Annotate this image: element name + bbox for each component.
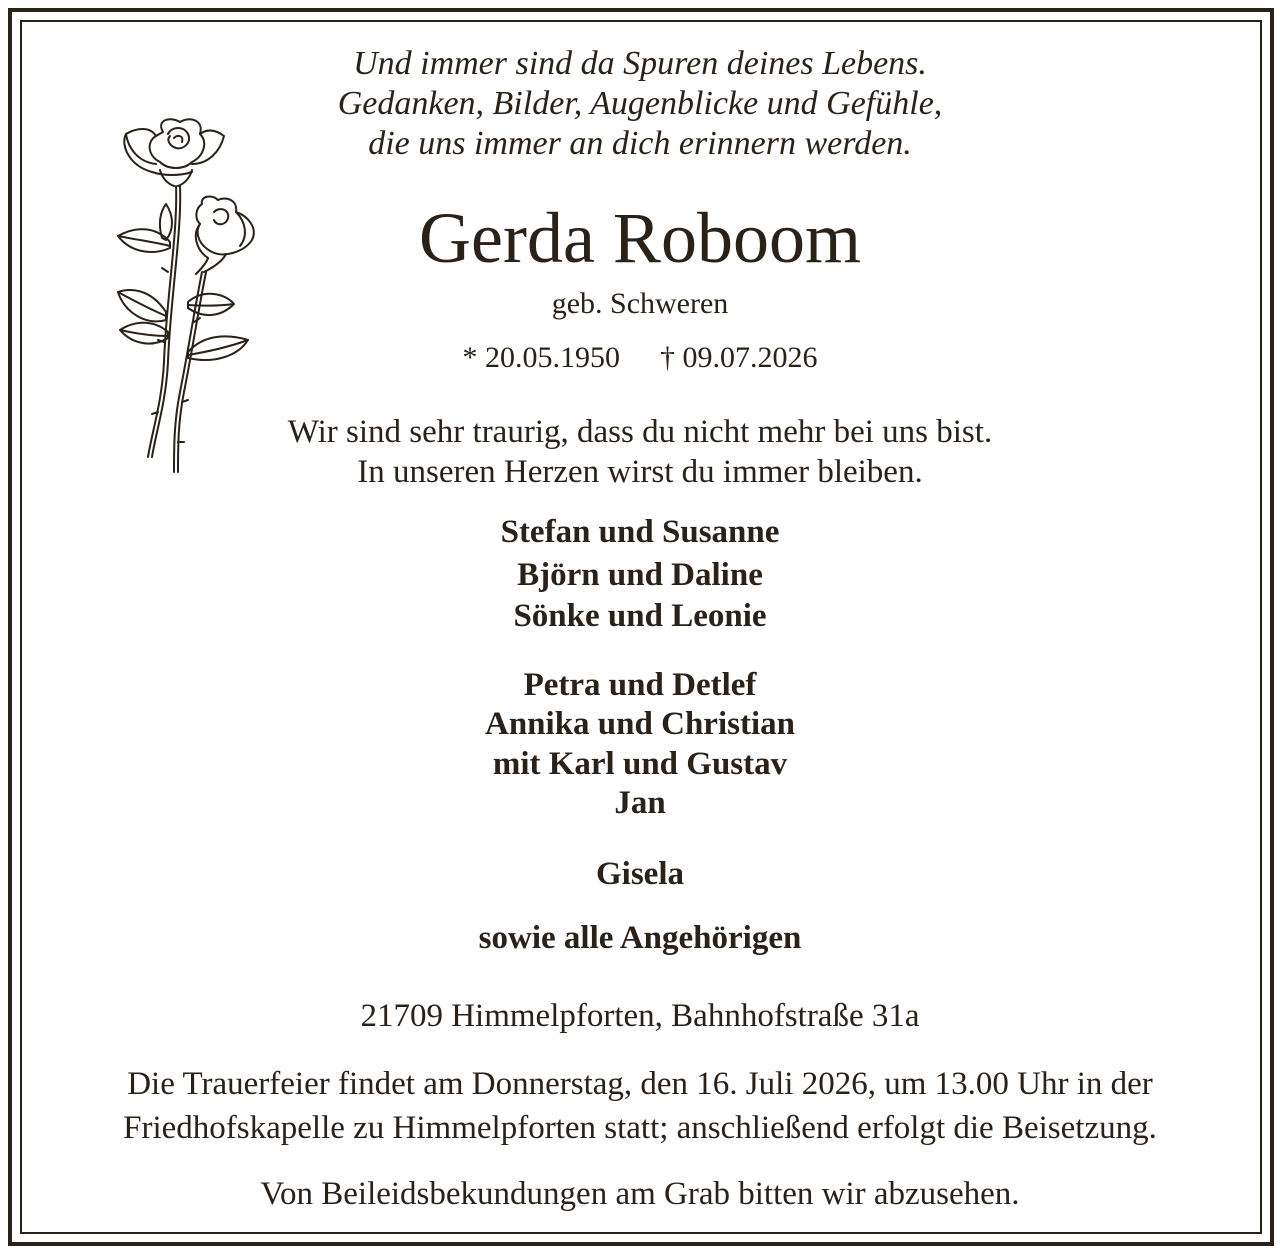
mourner-line: Björn und Daline bbox=[517, 557, 763, 593]
message-line-2: In unseren Herzen wirst du immer bleiben. bbox=[357, 454, 923, 490]
closing-note: Von Beileidsbekundungen am Grab bitten wir abzusehen. bbox=[260, 1176, 1020, 1212]
life-dates bbox=[0, 340, 1280, 376]
message-line-1: Wir sind sehr traurig, dass du nicht mehr bei uns bist. bbox=[287, 414, 993, 450]
service-line-1: Die Trauerfeier findet am Donnerstag, den 16. Juli 2026, um 13.00 Uhr in der bbox=[127, 1066, 1153, 1102]
motto-line-3: die uns immer an dich erinnern werden. bbox=[368, 125, 912, 162]
mourner-line: Sönke und Leonie bbox=[513, 598, 767, 634]
deceased-name: Gerda Roboom bbox=[419, 198, 861, 278]
mourner-line: Gisela bbox=[596, 856, 684, 892]
mourner-line: Petra und Detlef bbox=[523, 667, 757, 703]
birth-date: * 20.05.1950 bbox=[462, 341, 620, 374]
service-line-2: Friedhofskapelle zu Himmelpforten statt; anschließend erfolgt die Beisetzung. bbox=[123, 1110, 1157, 1146]
mourner-line: Jan bbox=[614, 785, 666, 821]
motto-line-1: Und immer sind da Spuren deines Lebens. bbox=[353, 45, 927, 82]
birth-name: geb. Schweren bbox=[551, 287, 729, 320]
motto-line-2: Gedanken, Bilder, Augenblicke und Gefühle, bbox=[337, 85, 943, 122]
mourner-line: Stefan und Susanne bbox=[500, 514, 780, 550]
death-date: † 09.07.2026 bbox=[660, 341, 818, 374]
mourner-relatives: sowie alle Angehörigen bbox=[478, 920, 802, 956]
mourner-line: Annika und Christian bbox=[485, 706, 795, 742]
mourner-line: mit Karl und Gustav bbox=[492, 746, 788, 782]
address: 21709 Himmelpforten, Bahnhofstraße 31a bbox=[360, 998, 920, 1034]
